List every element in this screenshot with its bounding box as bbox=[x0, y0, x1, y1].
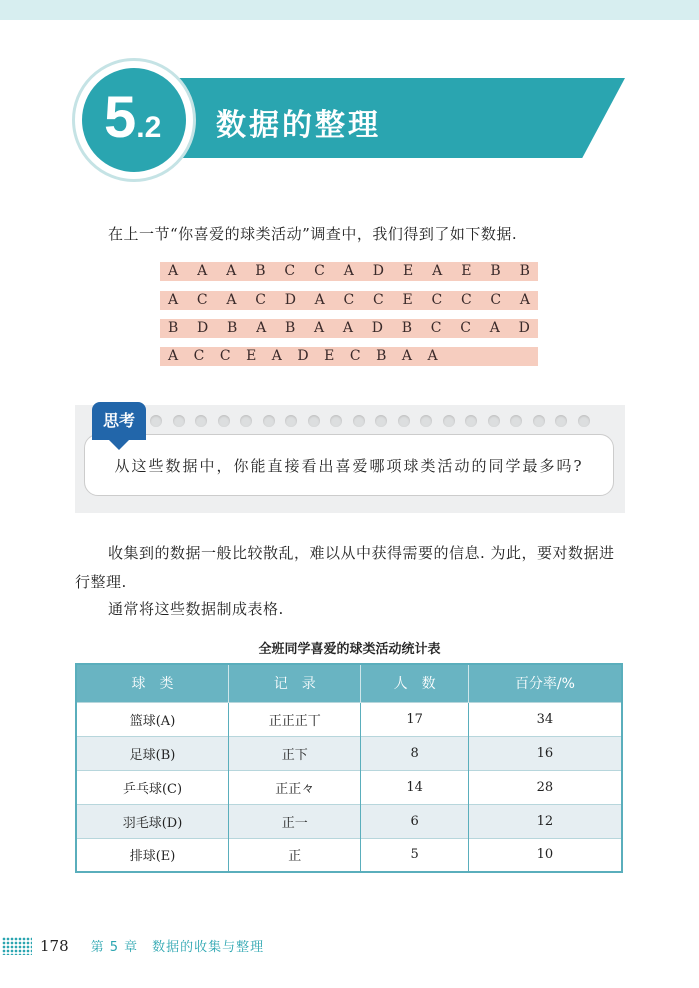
table-cell: 12 bbox=[468, 804, 622, 838]
data-letter: B bbox=[227, 320, 238, 336]
table-cell: 8 bbox=[361, 736, 468, 770]
data-letter: C bbox=[255, 292, 266, 308]
data-letter: D bbox=[284, 292, 296, 308]
data-letter: A bbox=[314, 320, 325, 336]
data-letter: E bbox=[324, 348, 335, 364]
table-cell: 正正正丅 bbox=[229, 702, 361, 736]
data-letter: B bbox=[490, 263, 501, 279]
data-letter: A bbox=[489, 320, 500, 336]
paragraph-1-cont: 行整理. bbox=[75, 573, 127, 591]
data-letter: E bbox=[461, 263, 472, 279]
table-row bbox=[76, 736, 622, 770]
data-letter: B bbox=[401, 320, 413, 336]
think-box bbox=[84, 434, 614, 496]
section-number: 5.2 bbox=[104, 85, 162, 150]
table-title: 全班同学喜爱的球类活动统计表 bbox=[258, 642, 441, 657]
table-cell: 16 bbox=[468, 736, 622, 770]
data-letter: D bbox=[197, 320, 209, 336]
data-letter: D bbox=[372, 263, 385, 279]
data-letter: A bbox=[226, 263, 237, 279]
data-letter: C bbox=[343, 292, 355, 308]
data-letter: C bbox=[196, 292, 208, 308]
paragraph-2: 通常将这些数据制成表格. bbox=[108, 600, 284, 618]
data-row bbox=[160, 262, 538, 281]
data-letter: A bbox=[401, 348, 413, 364]
data-letter: D bbox=[518, 320, 530, 336]
table-row bbox=[76, 770, 622, 804]
table-cell: 正正𠚤 bbox=[229, 770, 361, 804]
decorative-dots bbox=[150, 415, 590, 427]
data-letter: A bbox=[427, 348, 438, 364]
data-letter: C bbox=[193, 348, 205, 364]
data-letter: E bbox=[402, 292, 413, 308]
data-letter: A bbox=[168, 263, 179, 279]
data-letter: D bbox=[297, 348, 309, 364]
table-cell: 正下 bbox=[229, 736, 361, 770]
data-letter: B bbox=[519, 263, 530, 279]
data-letter: A bbox=[519, 292, 530, 308]
table-row bbox=[76, 838, 622, 872]
table-cell: 6 bbox=[361, 804, 468, 838]
data-letter: A bbox=[342, 320, 353, 336]
table-cell: 排球(E) bbox=[76, 838, 229, 872]
table-cell: 羽毛球(D) bbox=[76, 804, 229, 838]
data-letter: C bbox=[314, 263, 325, 279]
think-question: 从这些数据中，你能直接看出喜爱哪项球类活动的同学最多吗? bbox=[114, 457, 584, 475]
data-letter: B bbox=[376, 348, 387, 364]
data-letter: A bbox=[168, 348, 179, 364]
data-letter: A bbox=[256, 320, 267, 336]
table-cell: 5 bbox=[361, 838, 468, 872]
footer bbox=[0, 936, 264, 955]
top-band bbox=[0, 0, 699, 20]
table-row bbox=[76, 702, 622, 736]
data-letter: C bbox=[490, 292, 502, 308]
column-header: 百分率/% bbox=[468, 664, 622, 702]
data-letter: E bbox=[402, 263, 414, 279]
data-letter: B bbox=[284, 320, 296, 336]
data-row bbox=[160, 291, 538, 310]
table-cell: 14 bbox=[361, 770, 468, 804]
section-title: 数据的整理 bbox=[216, 108, 381, 143]
table-cell: 正 bbox=[229, 838, 361, 872]
table-cell: 28 bbox=[468, 770, 622, 804]
intro-text: 在上一节“你喜爱的球类活动”调查中，我们得到了如下数据. bbox=[108, 225, 518, 243]
table-cell: 34 bbox=[468, 702, 622, 736]
column-header: 人 数 bbox=[361, 664, 468, 702]
data-letter: A bbox=[168, 292, 179, 308]
data-letter: C bbox=[373, 292, 384, 308]
data-letter: A bbox=[197, 263, 208, 279]
paragraph-1: 收集到的数据一般比较散乱，难以从中获得需要的信息. 为此，要对数据进 bbox=[108, 544, 615, 562]
data-letter: C bbox=[219, 348, 231, 364]
table-cell: 正一 bbox=[229, 804, 361, 838]
data-letter: C bbox=[460, 292, 472, 308]
data-row bbox=[160, 319, 538, 338]
table-cell: 10 bbox=[468, 838, 622, 872]
data-letter: C bbox=[430, 320, 442, 336]
data-letter: C bbox=[460, 320, 471, 336]
chapter-title: 第 5 章 数据的收集与整理 bbox=[90, 940, 265, 955]
table-cell: 17 bbox=[361, 702, 468, 736]
column-header: 记 录 bbox=[229, 664, 361, 702]
data-letter: D bbox=[371, 320, 383, 336]
table-cell: 乒乓球(C) bbox=[76, 770, 229, 804]
data-letter: A bbox=[271, 348, 282, 364]
column-header: 球 类 bbox=[76, 664, 229, 702]
data-letter: A bbox=[226, 292, 237, 308]
stats-table bbox=[75, 663, 623, 873]
think-tag: 思考 bbox=[92, 402, 146, 440]
data-letter: A bbox=[314, 292, 325, 308]
data-letter: E bbox=[246, 348, 257, 364]
data-row bbox=[160, 347, 538, 366]
data-letter: C bbox=[284, 263, 296, 279]
table-cell: 篮球(A) bbox=[76, 702, 229, 736]
dot-grid-icon bbox=[2, 937, 32, 955]
data-letter: C bbox=[431, 292, 443, 308]
data-letter: A bbox=[343, 263, 354, 279]
page-number: 178 bbox=[40, 936, 69, 955]
table-cell: 足球(B) bbox=[76, 736, 229, 770]
table-row bbox=[76, 804, 622, 838]
data-letter: B bbox=[255, 263, 266, 279]
data-letter: A bbox=[432, 263, 443, 279]
data-letter: C bbox=[349, 348, 361, 364]
data-letter: B bbox=[168, 320, 179, 336]
